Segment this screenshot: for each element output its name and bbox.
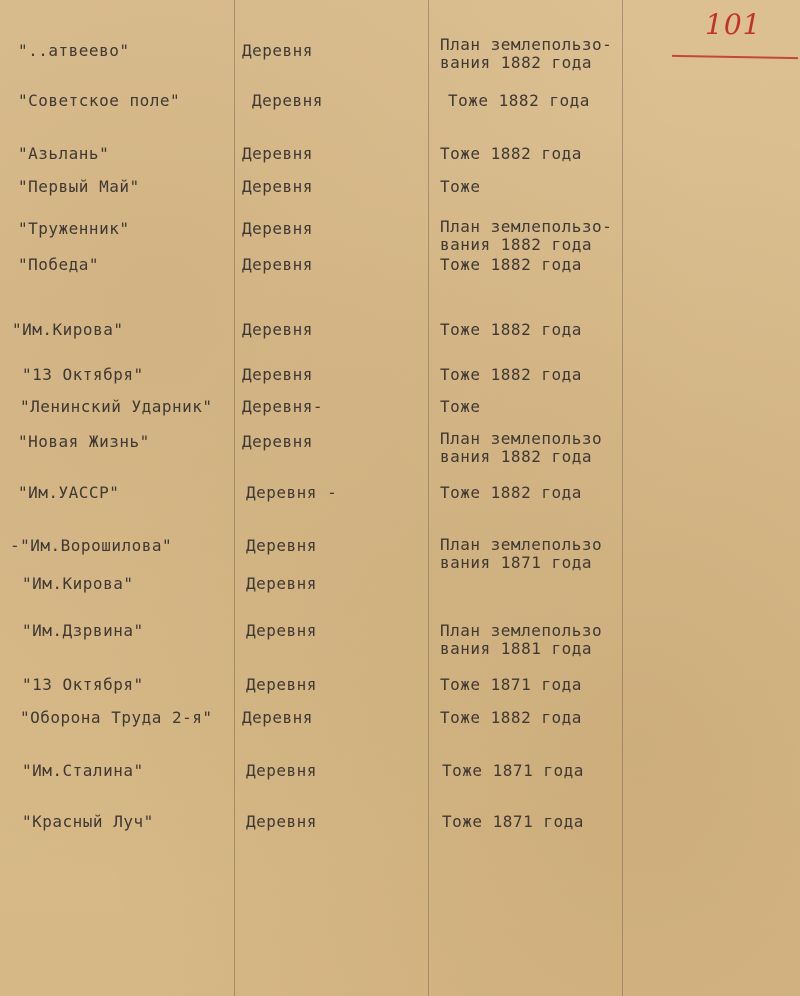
settlement-type: Деревня <box>242 177 313 196</box>
source-document-line2: вания 1881 года <box>440 639 592 658</box>
settlement-type: Деревня <box>252 91 323 110</box>
settlement-name: "Победа" <box>18 255 100 274</box>
settlement-type: Деревня <box>242 365 313 384</box>
source-document: План землепользо- <box>440 217 613 236</box>
settlement-type: Деревня <box>246 574 317 593</box>
settlement-type: Деревня <box>246 536 317 555</box>
settlement-name: "..атвеево" <box>18 41 130 60</box>
settlement-name: "Им.УАССР" <box>18 483 120 502</box>
settlement-type: Деревня <box>242 219 313 238</box>
source-document: Тоже 1871 года <box>442 812 584 831</box>
source-document-line2: вания 1882 года <box>440 235 592 254</box>
settlement-type: Деревня <box>246 761 317 780</box>
source-document: Тоже 1882 года <box>440 255 582 274</box>
settlement-type: Деревня <box>242 320 313 339</box>
settlement-name: "Азьлань" <box>18 144 110 163</box>
settlement-name: "Труженник" <box>18 219 130 238</box>
source-document-line2: вания 1882 года <box>440 53 592 72</box>
source-document: План землепользо <box>440 621 603 640</box>
settlement-name: "Им.Кирова" <box>12 320 124 339</box>
source-document: Тоже 1882 года <box>440 320 582 339</box>
source-document: Тоже 1882 года <box>440 365 582 384</box>
settlement-name: "Им.Кирова" <box>22 574 134 593</box>
column-divider-1 <box>234 0 235 996</box>
source-document: План землепользо <box>440 429 603 448</box>
settlement-type: Деревня <box>242 144 313 163</box>
column-divider-3 <box>622 0 623 996</box>
settlement-name: -"Им.Ворошилова" <box>10 536 173 555</box>
column-divider-2 <box>428 0 429 996</box>
settlement-type: Деревня <box>242 41 313 60</box>
source-document: Тоже 1871 года <box>442 761 584 780</box>
source-document: Тоже 1882 года <box>440 144 582 163</box>
settlement-type: Деревня <box>246 675 317 694</box>
source-document: Тоже <box>440 177 481 196</box>
source-document-line2: вания 1871 года <box>440 553 592 572</box>
settlement-name: "Оборона Труда 2-я" <box>20 708 213 727</box>
settlement-name: "Первый Май" <box>18 177 140 196</box>
settlement-name: "Новая Жизнь" <box>18 432 150 451</box>
source-document: Тоже <box>440 397 481 416</box>
settlement-type: Деревня- <box>242 397 324 416</box>
source-document: Тоже 1871 года <box>440 675 582 694</box>
red-underline <box>672 55 798 59</box>
source-document-line2: вания 1882 года <box>440 447 592 466</box>
settlement-name: "Им.Сталина" <box>22 761 144 780</box>
settlement-name: "Им.Дзрвина" <box>22 621 144 640</box>
settlement-name: "Ленинский Ударник" <box>20 397 213 416</box>
source-document: План землепользо- <box>440 35 613 54</box>
source-document: Тоже 1882 года <box>448 91 590 110</box>
settlement-name: "Советское поле" <box>18 91 181 110</box>
settlement-name: "13 Октября" <box>22 675 144 694</box>
source-document: Тоже 1882 года <box>440 483 582 502</box>
settlement-type: Деревня <box>246 812 317 831</box>
page-number: 101 <box>705 8 762 41</box>
source-document: Тоже 1882 года <box>440 708 582 727</box>
settlement-name: "Красный Луч" <box>22 812 154 831</box>
settlement-type: Деревня <box>242 432 313 451</box>
settlement-name: "13 Октября" <box>22 365 144 384</box>
settlement-type: Деревня - <box>246 483 338 502</box>
settlement-type: Деревня <box>246 621 317 640</box>
source-document: План землепользо <box>440 535 603 554</box>
settlement-type: Деревня <box>242 255 313 274</box>
settlement-type: Деревня <box>242 708 313 727</box>
